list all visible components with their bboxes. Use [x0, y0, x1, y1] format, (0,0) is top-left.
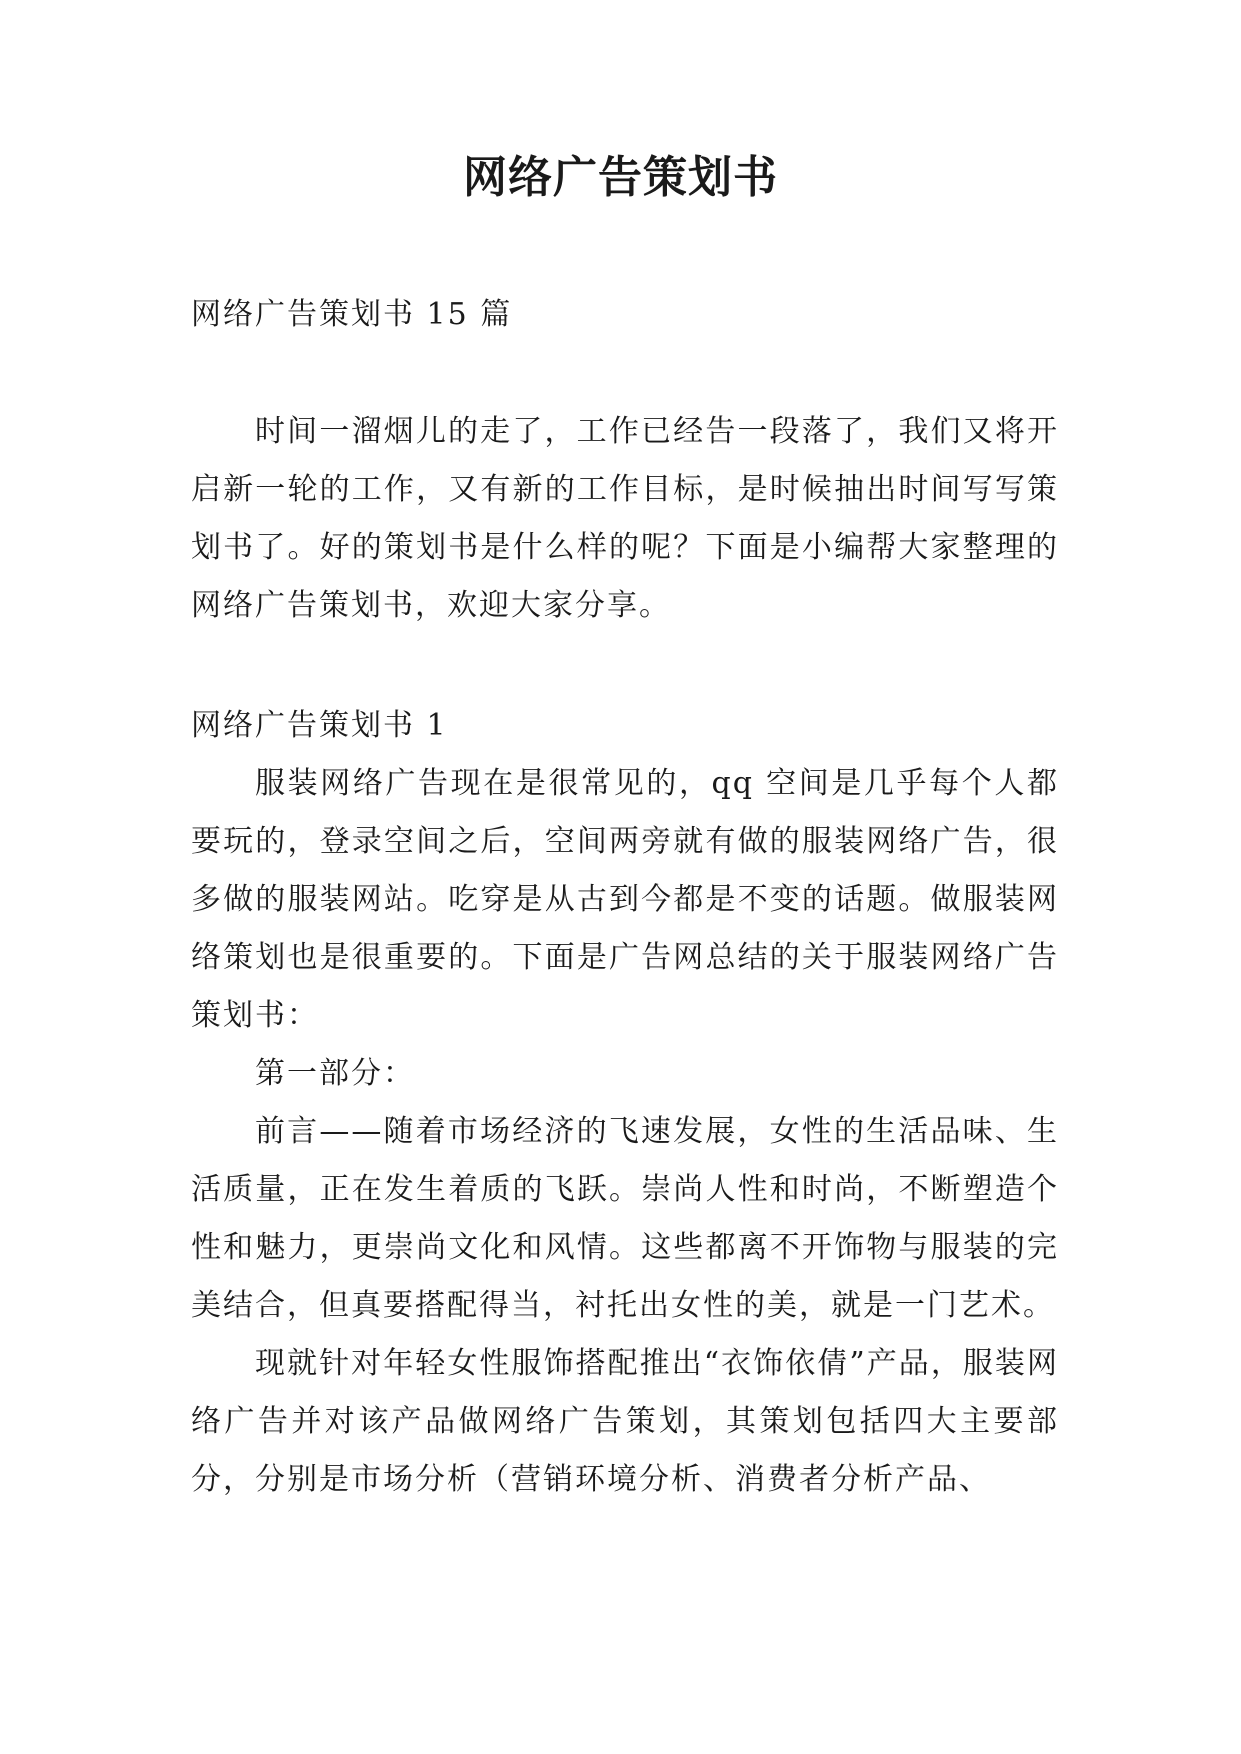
paragraph-1: 服装网络广告现在是很常见的，qq 空间是几乎每个人都要玩的，登录空间之后，空间两旁就有做的服装网络广告，很多做的服装网站。吃穿是从古到今都是不变的话题。做服装网络策划也是很重要的。下面是广告网总结的关于服装网络广告策划书： [191, 766, 1059, 1033]
paragraph-4: 现就针对年轻女性服饰搭配推出“衣饰依倩”产品，服装网络广告并对该产品做网络广告策划，其策划包括四大主要部分，分别是市场分析（营销环境分析、消费者分析产品、 [191, 1346, 1059, 1497]
paragraph-2: 第一部分： [255, 1056, 415, 1091]
section-body [191, 755, 1059, 1509]
document-title: 网络广告策划书 [463, 152, 778, 203]
paragraph-3: 前言——随着市场经济的飞速发展，女性的生活品味、生活质量，正在发生着质的飞跃。崇尚人性和时尚，不断塑造个性和魅力，更崇尚文化和风情。这些都离不开饰物与服装的完美结合，但真要搭配得当，衬托出女性的美，就是一门艺术。 [191, 1114, 1059, 1323]
document-subtitle: 网络广告策划书 15 篇 [191, 297, 513, 332]
section-heading: 网络广告策划书 1 [191, 708, 448, 743]
intro-paragraph: 时间一溜烟儿的走了，工作已经告一段落了，我们又将开启新一轮的工作，又有新的工作目标，是时候抽出时间写写策划书了。好的策划书是什么样的呢？下面是小编帮大家整理的网络广告策划书，欢迎大家分享。 [191, 414, 1059, 623]
